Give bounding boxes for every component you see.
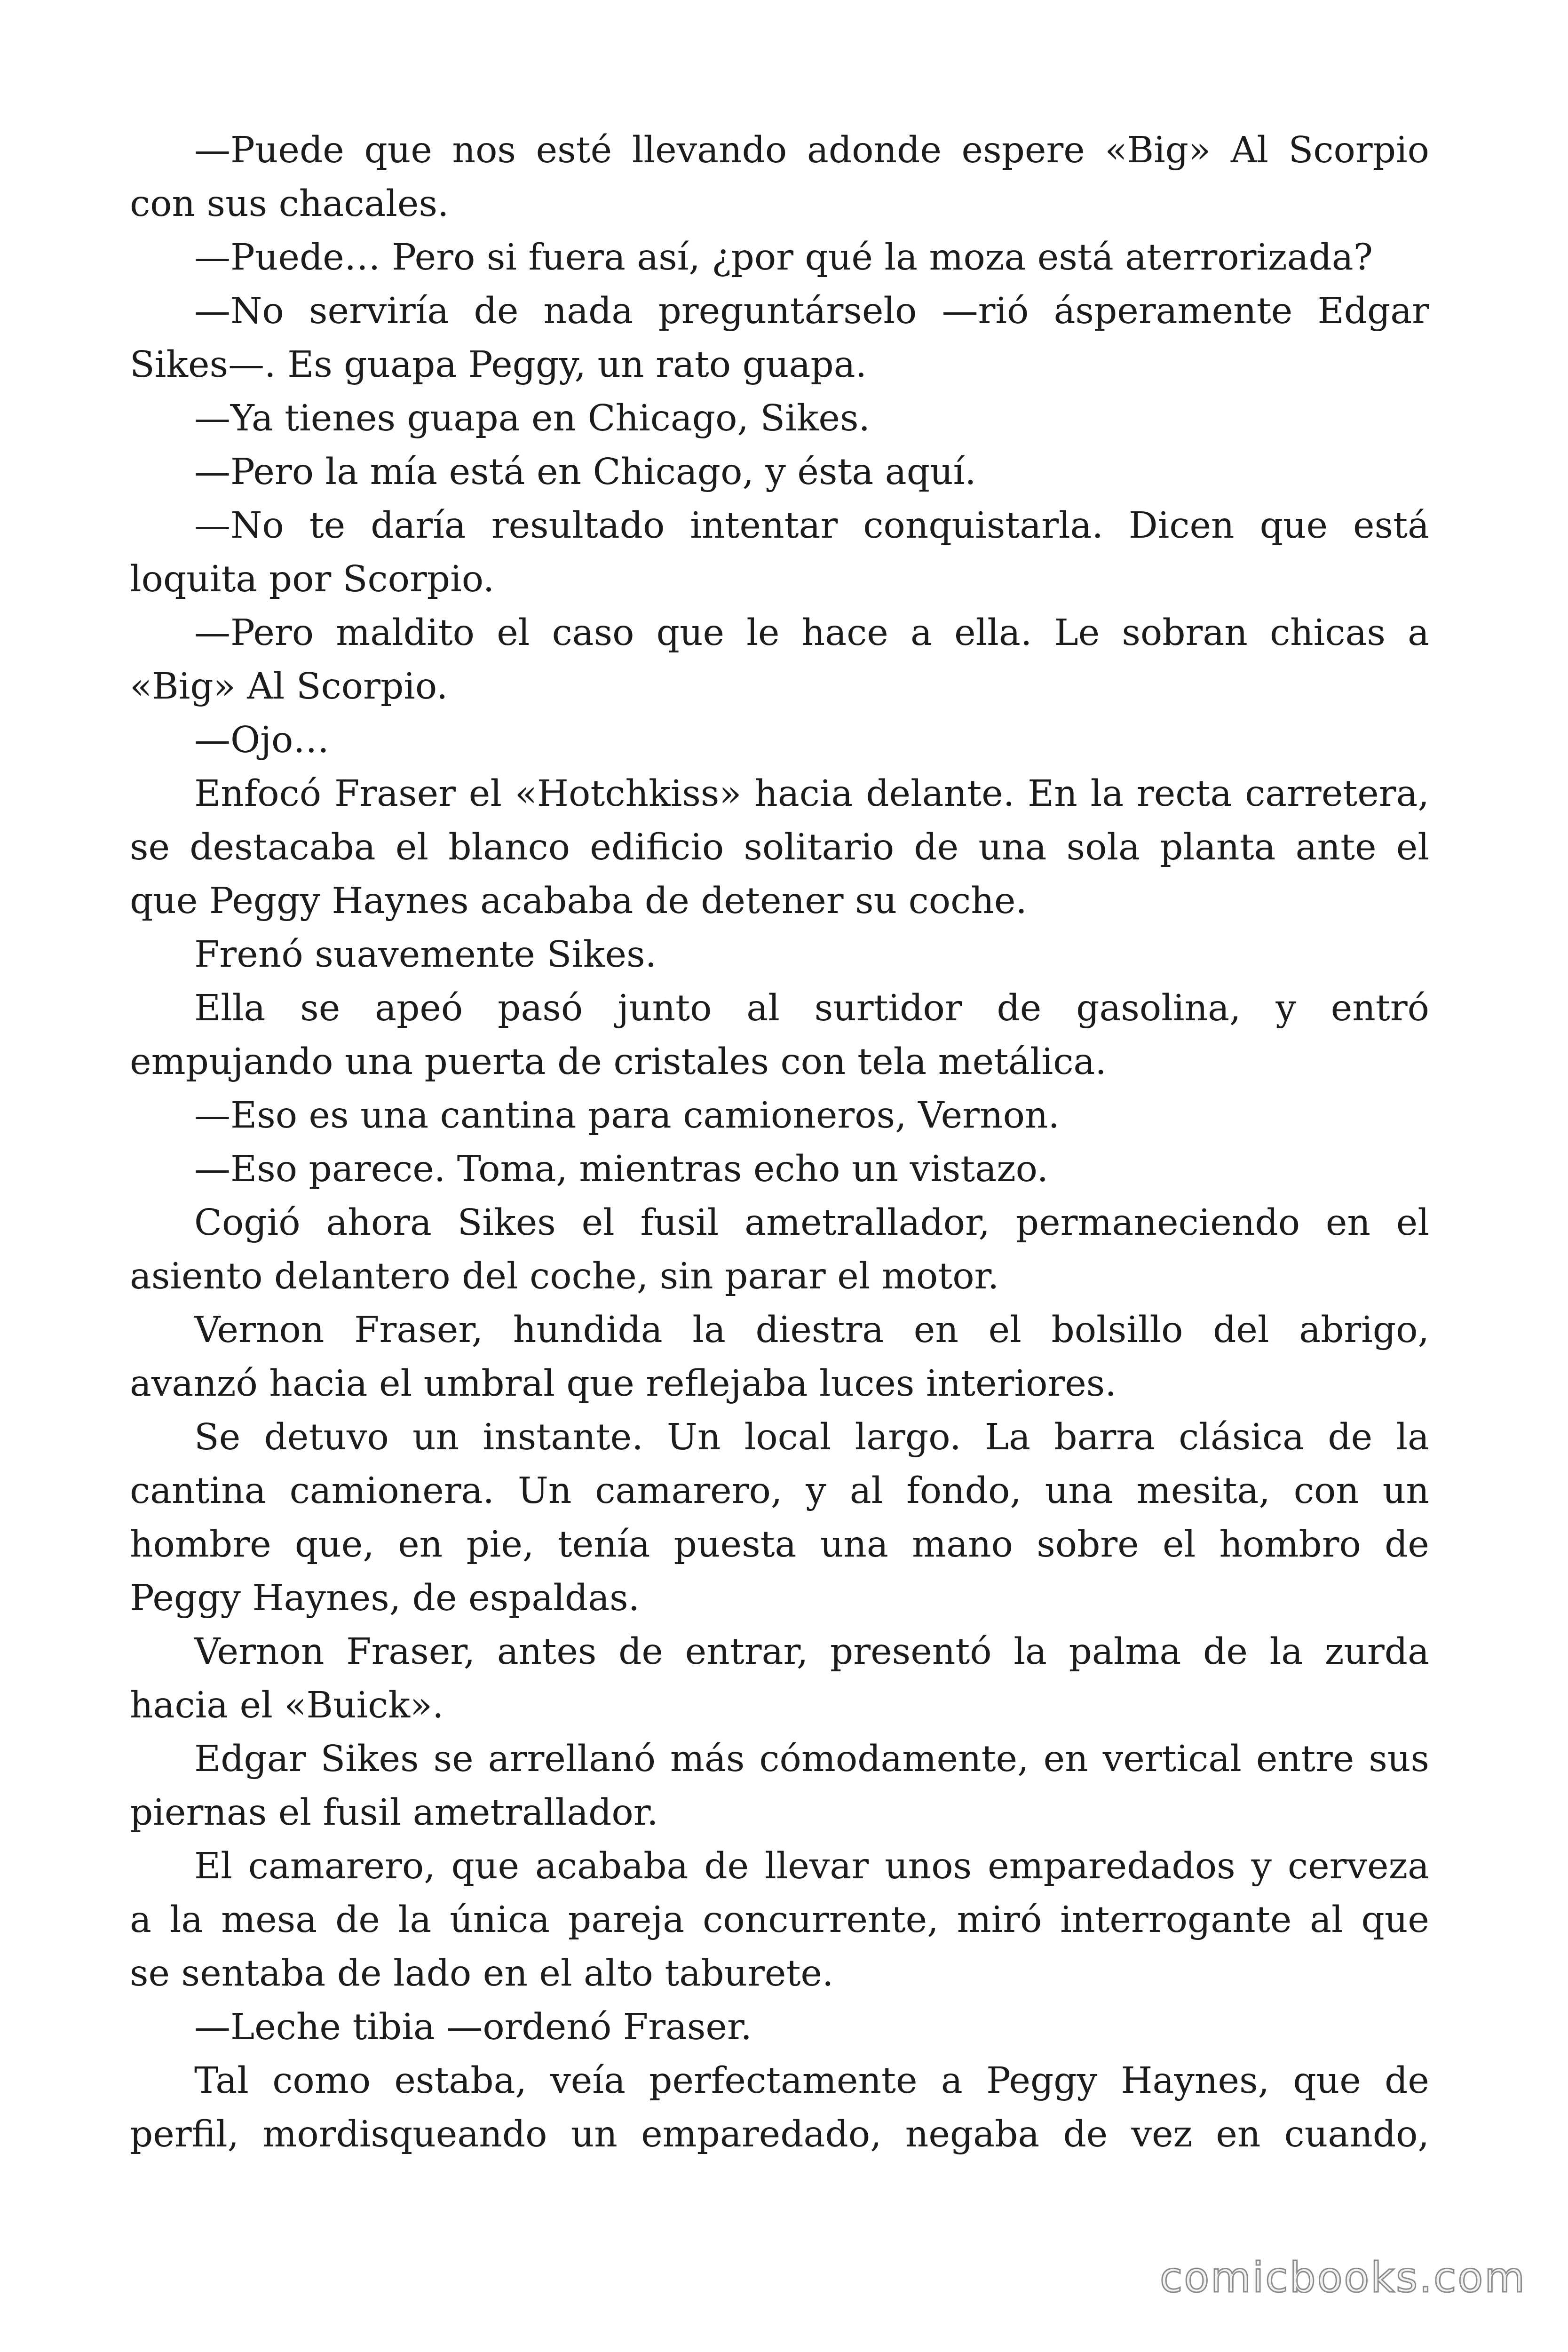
text-line: Ella se apeó pasó junto al surtidor de gasolina, y entró — [194, 987, 1429, 1029]
text-line: avanzó hacia el umbral que reflejaba luces interiores. — [130, 1363, 1117, 1405]
text-line: —Ojo… — [194, 719, 330, 761]
paragraph — [130, 1411, 1429, 1625]
text-line: —Ya tienes guapa en Chicago, Sikes. — [194, 397, 870, 439]
paragraph — [130, 1196, 1429, 1303]
paragraph — [130, 1089, 1429, 1143]
text-line: Edgar Sikes se arrellanó más cómodamente, en vertical entre sus — [194, 1738, 1429, 1780]
text-line: loquita por Scorpio. — [130, 558, 495, 600]
text-line: —Eso es una cantina para camioneros, Vernon. — [194, 1095, 1060, 1136]
paragraph — [130, 499, 1429, 606]
text-line: Frenó suavemente Sikes. — [194, 934, 657, 976]
paragraph — [130, 1303, 1429, 1411]
paragraph — [130, 1625, 1429, 1732]
text-line: —Pero maldito el caso que le hace a ella. Le sobran chicas a — [194, 612, 1429, 654]
paragraph — [130, 285, 1429, 392]
text-line: perfil, mordisqueando un emparedado, negaba de vez en cuando, — [130, 2114, 1429, 2155]
paragraph — [130, 928, 1429, 982]
text-line: que Peggy Haynes acababa de detener su coche. — [130, 880, 1027, 922]
text-line: —Eso parece. Toma, mientras echo un vistazo. — [194, 1148, 1049, 1190]
watermark: comicbooks.com — [1159, 2253, 1526, 2302]
text-line: Se detuvo un instante. Un local largo. La barra clásica de la — [194, 1416, 1429, 1458]
text-line: empujando una puerta de cristales con tela metálica. — [130, 1041, 1107, 1083]
text-line: piernas el fusil ametrallador. — [130, 1792, 658, 1834]
text-line: Sikes—. Es guapa Peggy, un rato guapa. — [130, 344, 867, 386]
paragraph — [130, 1143, 1429, 1196]
body-text — [130, 124, 1429, 2161]
text-line: Vernon Fraser, antes de entrar, presentó la palma de la zurda — [194, 1631, 1429, 1673]
text-line: Peggy Haynes, de espaldas. — [130, 1577, 640, 1619]
paragraph — [130, 767, 1429, 928]
text-line: Cogió ahora Sikes el fusil ametrallador, permaneciendo en el — [194, 1202, 1429, 1244]
paragraph — [130, 392, 1429, 445]
paragraph — [130, 1732, 1429, 1840]
text-line: con sus chacales. — [130, 183, 449, 225]
text-line: se destacaba el blanco edificio solitario de una sola planta ante el — [130, 826, 1429, 868]
text-line: «Big» Al Scorpio. — [130, 666, 448, 707]
text-line: Vernon Fraser, hundida la diestra en el bolsillo del abrigo, — [194, 1309, 1429, 1351]
text-line: El camarero, que acababa de llevar unos emparedados y cerveza — [194, 1845, 1429, 1887]
paragraph — [130, 124, 1429, 231]
text-line: Tal como estaba, veía perfectamente a Peggy Haynes, que de — [194, 2060, 1429, 2102]
text-line: hombre que, en pie, tenía puesta una mano sobre el hombro de — [130, 1524, 1429, 1565]
paragraph — [130, 231, 1429, 285]
paragraph — [130, 606, 1429, 714]
text-line: Enfocó Fraser el «Hotchkiss» hacia delante. En la recta carretera, — [194, 773, 1429, 815]
paragraph — [130, 1840, 1429, 2001]
paragraph — [130, 714, 1429, 767]
text-line: —No serviría de nada preguntárselo —rió ásperamente Edgar — [194, 290, 1429, 332]
text-line: —Pero la mía está en Chicago, y ésta aquí. — [194, 451, 976, 493]
text-line: —No te daría resultado intentar conquistarla. Dicen que está — [194, 505, 1429, 547]
text-line: hacia el «Buick». — [130, 1685, 444, 1726]
text-line: se sentaba de lado en el alto taburete. — [130, 1953, 834, 1994]
text-line: a la mesa de la única pareja concurrente, miró interrogante al que — [130, 1899, 1429, 1941]
text-line: —Puede… Pero si fuera así, ¿por qué la moza está aterrorizada? — [194, 237, 1373, 278]
text-line: —Leche tibia —ordenó Fraser. — [194, 2006, 752, 2048]
paragraph — [130, 982, 1429, 1089]
paragraph — [130, 2054, 1429, 2161]
paragraph — [130, 2001, 1429, 2054]
text-line: —Puede que nos esté llevando adonde espere «Big» Al Scorpio — [194, 129, 1429, 171]
text-line: asiento delantero del coche, sin parar el motor. — [130, 1255, 999, 1297]
paragraph — [130, 445, 1429, 499]
text-line: cantina camionera. Un camarero, y al fondo, una mesita, con un — [130, 1470, 1429, 1512]
